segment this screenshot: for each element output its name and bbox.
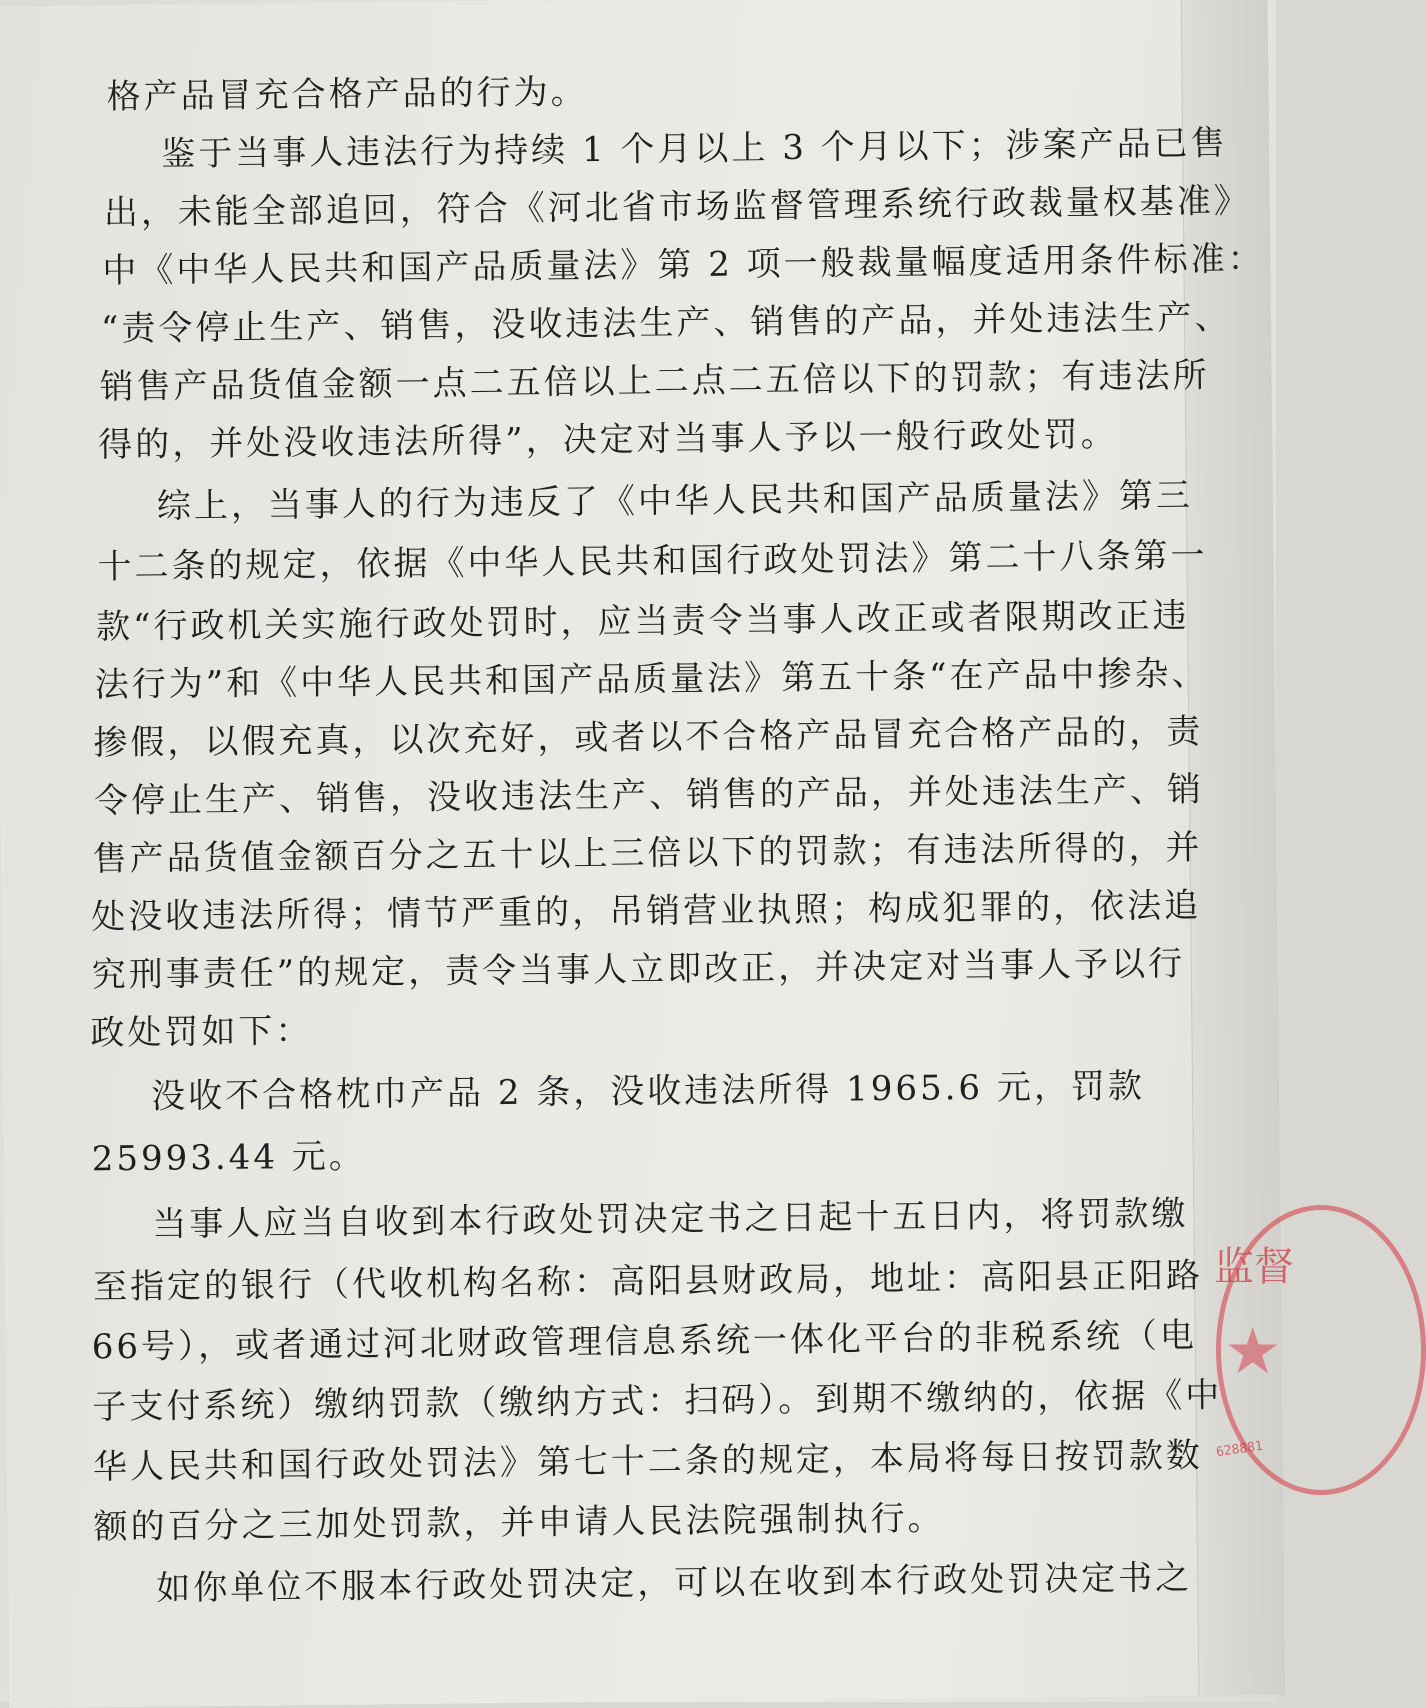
text-line-16: 究刑事责任”的规定，责令当事人立即改正，并决定对当事人予以行 [91,943,1186,996]
text-line-6: 销售产品货值金额一点二五倍以上二点二五倍以下的罚款；有违法所 [99,355,1210,408]
text-line-21: 至指定的银行（代收机构名称：高阳县财政局，地址：高阳县正阳路 [92,1255,1204,1308]
text-line-11: 法行为”和《中华人民共和国产品质量法》第五十条“在产品中掺杂、 [94,653,1209,706]
text-line-4: 中《中华人民共和国产品质量法》第 2 项一般裁量幅度适用条件标准： [102,239,1265,292]
text-line-24: 华人民共和国行政处罚法》第七十二条的规定，本局将每日按罚款数 [92,1435,1204,1488]
text-line-26: 如你单位不服本行政处罚决定，可以在收到本行政处罚决定书之 [156,1557,1193,1609]
official-seal [1186,1195,1294,1495]
text-line-14: 售产品货值金额百分之五十以上三倍以下的罚款；有违法所得的，并 [92,827,1203,880]
text-line-15: 处没收违法所得；情节严重的，吊销营业执照；构成犯罪的，依法追 [90,885,1202,938]
text-line-3: 出，未能全部追回，符合《河北省市场监督管理系统行政裁量权基准》 [103,181,1251,234]
text-line-8: 综上，当事人的行为违反了《中华人民共和国产品质量法》第三 [156,475,1194,527]
text-line-13: 令停止生产、销售，没收违法生产、销售的产品，并处违法生产、销 [93,769,1205,822]
fine-amount-line: 25993.44 元。 [91,1136,366,1180]
text-line-9: 十二条的规定，依据《中华人民共和国行政处罚法》第二十八条第一 [97,535,1208,588]
text-line-12: 掺假，以假充真，以次充好，或者以不合格产品冒充合格产品的，责 [93,711,1204,764]
text-line-22: 66号），或者通过河北财政管理信息系统一体化平台的非税系统（电 [91,1315,1198,1368]
text-line-17: 政处罚如下： [90,1011,313,1054]
text-line-5: “责令停止生产、销售，没收违法生产、销售的产品，并处违法生产、 [100,297,1232,350]
text-line-20: 当事人应当自收到本行政处罚决定书之日起十五日内，将罚款缴 [152,1193,1189,1245]
seal-star-icon: ★ [1224,1316,1282,1387]
text-line-25: 额的百分之三加处罚款，并申请人民法院强制执行。 [93,1498,945,1548]
text-line-1: 格产品冒充合格产品的行为。 [106,72,588,118]
seal-code: 628881 [1215,1438,1264,1461]
text-line-2: 鉴于当事人违法行为持续 1 个月以上 3 个月以下；涉案产品已售 [161,123,1228,175]
text-line-7: 得的，并处没收违法所得”，决定对当事人予以一般行政处罚。 [98,414,1118,466]
text-line-10: 款“行政机关实施行政处罚时，应当责令当事人改正或者限期改正违 [95,595,1190,648]
text-line-23: 子支付系统）缴纳罚款（缴纳方式：扫码）。到期不缴纳的，依据《中 [92,1375,1223,1428]
seal-text: 监督 [1214,1244,1294,1290]
fine-summary-line: 没收不合格枕巾产品 2 条，没收违法所得 1965.6 元，罚款 [150,1066,1146,1117]
